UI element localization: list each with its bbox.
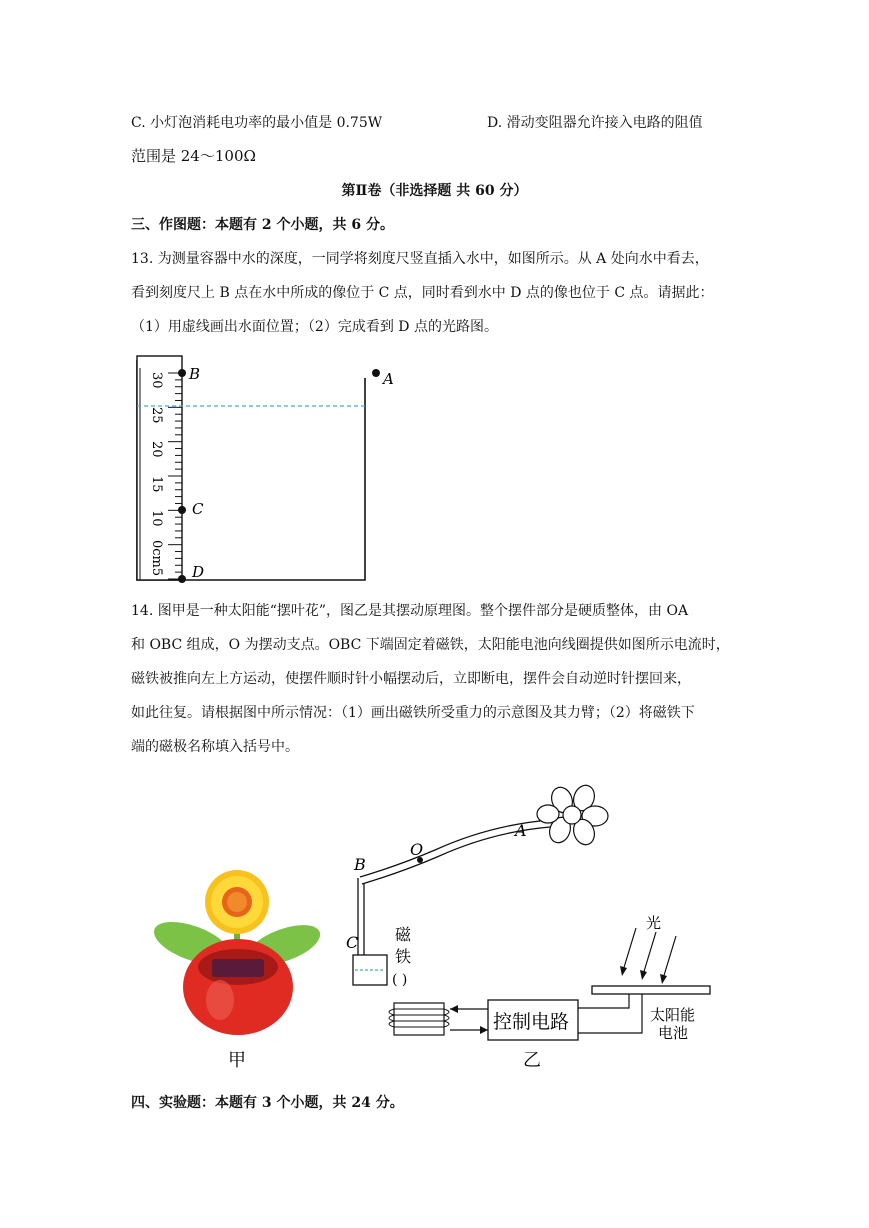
q14-line-1: 14. 图甲是一种太阳能“摆叶花”，图乙是其摆动原理图。整个摆件部分是硬质整体，由 OA [131, 603, 689, 619]
part-two-title: 第Ⅱ卷（非选择题 共 60 分） [341, 183, 528, 199]
section-four-heading: 四、实验题：本题有 3 个小题，共 24 分。 [131, 1095, 404, 1111]
light-arrow-3-icon [660, 974, 667, 984]
solar-cell-plate [592, 986, 710, 994]
label-d: D [192, 563, 205, 581]
solar-label-1: 太阳能 [650, 1006, 696, 1024]
tick-label-0cm5: 0cm5 [149, 540, 164, 577]
label-yi: 乙 [523, 1050, 541, 1071]
arrow-left-icon [450, 1005, 458, 1013]
magnet-label-1: 磁 [395, 925, 412, 944]
point-b [178, 369, 186, 377]
figure-jia-solar-flower [150, 865, 330, 1075]
magnet-pole-bracket: ( ) [392, 972, 408, 988]
control-circuit-label: 控制电路 [493, 1011, 570, 1033]
q14-line-2: 和 OBC 组成，O 为摆动支点。OBC 下端固定着磁铁，太阳能电池向线圈提供如图所示电流时， [131, 637, 730, 653]
coil-box [394, 1003, 444, 1035]
q13-line-2: 看到刻度尺上 B 点在水中所成的像位于 C 点，同时看到水中 D 点的像也位于 C 点。请据此： [131, 285, 714, 301]
tick-label-20: 20 [149, 441, 164, 458]
tick-label-30: 30 [149, 372, 164, 389]
light-arrow-2-icon [640, 970, 647, 980]
label-arm-b: B [354, 855, 366, 874]
label-arm-c: C [346, 933, 359, 952]
light-rays [622, 928, 676, 982]
point-d [178, 575, 186, 583]
point-a [372, 369, 380, 377]
q14-line-4: 如此往复。请根据图中所示情况：（1）画出磁铁所受重力的示意图及其力臂；（2）将磁铁下 [131, 705, 695, 721]
arrow-right-icon [480, 1026, 488, 1034]
section-three-heading: 三、作图题：本题有 2 个小题，共 6 分。 [131, 217, 394, 233]
label-pivot-o: O [410, 840, 424, 859]
option-c: C. 小灯泡消耗电功率的最小值是 0.75W [131, 115, 383, 131]
solar-label-2: 电池 [658, 1024, 689, 1042]
option-d-continuation: 范围是 24～100Ω [131, 147, 256, 165]
label-c: C [192, 500, 204, 518]
wire-solar-1 [578, 994, 629, 1008]
label-arm-a: A [515, 821, 527, 840]
light-label: 光 [646, 914, 662, 932]
figure-yi-schematic [340, 780, 720, 1075]
solar-panel [212, 959, 264, 977]
wire-solar-2 [578, 994, 642, 1033]
magnet-label-2: 铁 [395, 947, 412, 966]
q14-line-5: 端的磁极名称填入括号中。 [131, 739, 299, 755]
label-b: B [189, 365, 201, 383]
sunflower [205, 870, 269, 934]
tick-label-25: 25 [149, 407, 164, 424]
q14-line-3: 磁铁被推向左上方运动，使摆件顺时针小幅摆动后，立即断电，摆件会自动逆时针摆回来， [131, 671, 691, 687]
pot-highlight [206, 980, 234, 1020]
tick-label-15: 15 [149, 476, 164, 493]
point-c [178, 506, 186, 514]
q13-ruler-container-figure [120, 348, 410, 588]
q13-line-1: 13. 为测量容器中水的深度，一同学将刻度尺竖直插入水中，如图所示。从 A 处向水中看去， [131, 251, 709, 267]
light-arrow-1-icon [620, 966, 627, 976]
flower-head [537, 782, 608, 847]
label-a: A [383, 370, 394, 388]
option-d: D. 滑动变阻器允许接入电路的阻值 [487, 115, 703, 131]
q13-line-3: （1）用虚线画出水面位置；（2）完成看到 D 点的光路图。 [131, 319, 498, 335]
tick-label-10: 10 [149, 510, 164, 527]
label-jia: 甲 [228, 1050, 246, 1071]
